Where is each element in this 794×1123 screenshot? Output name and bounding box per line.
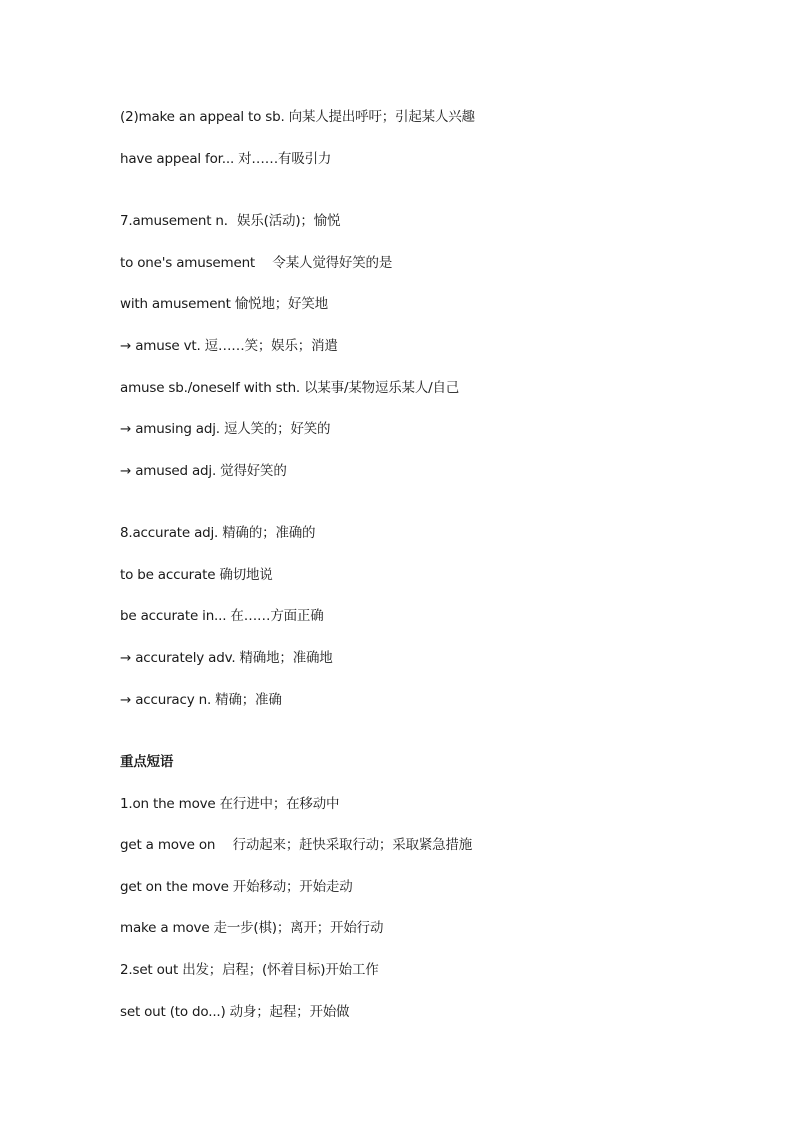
section-heading-key-phrases: 重点短语 xyxy=(120,754,174,770)
text-line-appeal-make: (2)make an appeal to sb. 向某人提出呼吁；引起某人兴趣 xyxy=(120,109,475,125)
text-line-accurate-phrase-1: to be accurate 确切地说 xyxy=(120,567,273,583)
text-line-set-out-entry: 2.set out 出发；启程；(怀着目标)开始工作 xyxy=(120,962,379,978)
text-line-amuse-phrase: amuse sb./oneself with sth. 以某事/某物逗乐某人/自己 xyxy=(120,380,460,396)
text-line-accurate-entry: 8.accurate adj. 精确的；准确的 xyxy=(120,525,316,541)
text-line-accuracy-noun: → accuracy n. 精确；准确 xyxy=(120,692,282,708)
text-line-on-the-move: 1.on the move 在行进中；在移动中 xyxy=(120,796,340,812)
text-line-get-on-the-move: get on the move 开始移动；开始走动 xyxy=(120,879,353,895)
text-line-amusement-phrase-1: to one's amusement 令某人觉得好笑的是 xyxy=(120,255,393,271)
text-line-amused-adj: → amused adj. 觉得好笑的 xyxy=(120,463,287,479)
text-line-amusing-adj: → amusing adj. 逗人笑的；好笑的 xyxy=(120,421,331,437)
text-line-amusement-entry: 7.amusement n．娱乐(活动)；愉悦 xyxy=(120,213,341,229)
text-line-get-a-move-on: get a move on 行动起来；赶快采取行动；采取紧急措施 xyxy=(120,837,473,853)
text-line-amuse-verb: → amuse vt. 逗……笑；娱乐；消遣 xyxy=(120,338,338,354)
text-line-make-a-move: make a move 走一步(棋)；离开；开始行动 xyxy=(120,920,384,936)
text-line-accurate-phrase-2: be accurate in... 在……方面正确 xyxy=(120,608,324,624)
text-line-appeal-have: have appeal for... 对……有吸引力 xyxy=(120,151,332,167)
text-line-set-out-phrase: set out (to do...) 动身；起程；开始做 xyxy=(120,1004,350,1020)
text-line-amusement-phrase-2: with amusement 愉悦地；好笑地 xyxy=(120,296,328,312)
text-line-accurately-adv: → accurately adv. 精确地；准确地 xyxy=(120,650,333,666)
